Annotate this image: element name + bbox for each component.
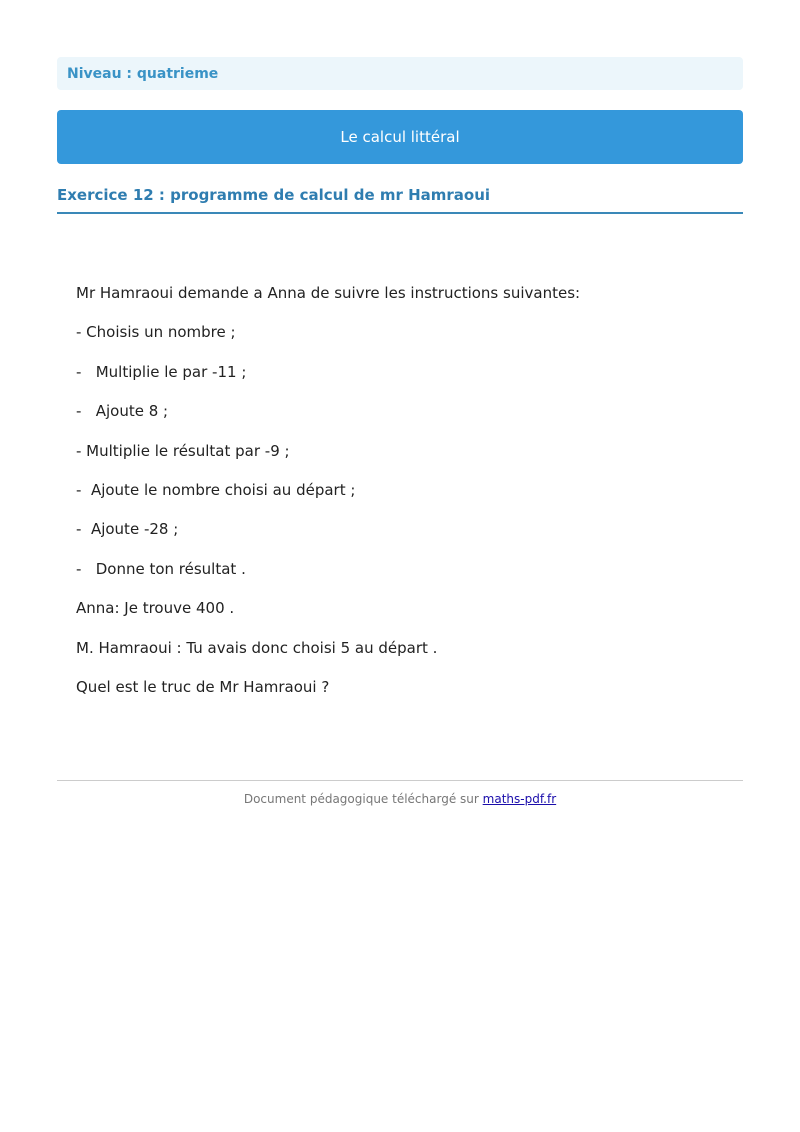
exercise-body (76, 282, 736, 715)
instruction-line: - Ajoute le nombre choisi au départ ; (76, 480, 356, 499)
dialogue-line: M. Hamraoui : Tu avais donc choisi 5 au départ . (76, 638, 438, 657)
footer-link[interactable]: maths-pdf.fr (482, 792, 557, 806)
dialogue-line: Anna: Je trouve 400 . (76, 599, 235, 618)
level-text: Niveau : quatrieme (67, 65, 219, 82)
instruction-line: - Ajoute -28 ; (76, 520, 179, 539)
instruction-line: - Choisis un nombre ; (76, 323, 236, 342)
question-line: Quel est le truc de Mr Hamraoui ? (76, 677, 330, 696)
instruction-line: - Ajoute 8 ; (76, 402, 169, 421)
footer (57, 792, 743, 806)
footer-divider (57, 780, 743, 781)
chapter-banner (57, 110, 743, 164)
intro-line: Mr Hamraoui demande a Anna de suivre les instructions suivantes: (76, 284, 581, 302)
exercise-heading (57, 184, 743, 214)
footer-text: Document pédagogique téléchargé sur (243, 792, 479, 806)
instruction-line: - Multiplie le par -11 ; (76, 362, 247, 381)
exercise-title-text: Exercice 12 : programme de calcul de mr Hamraoui (57, 186, 491, 204)
instruction-line: - Donne ton résultat . (76, 559, 246, 578)
chapter-title: Le calcul littéral (340, 128, 460, 146)
level-label (57, 57, 743, 90)
instruction-line: - Multiplie le résultat par -9 ; (76, 441, 290, 460)
